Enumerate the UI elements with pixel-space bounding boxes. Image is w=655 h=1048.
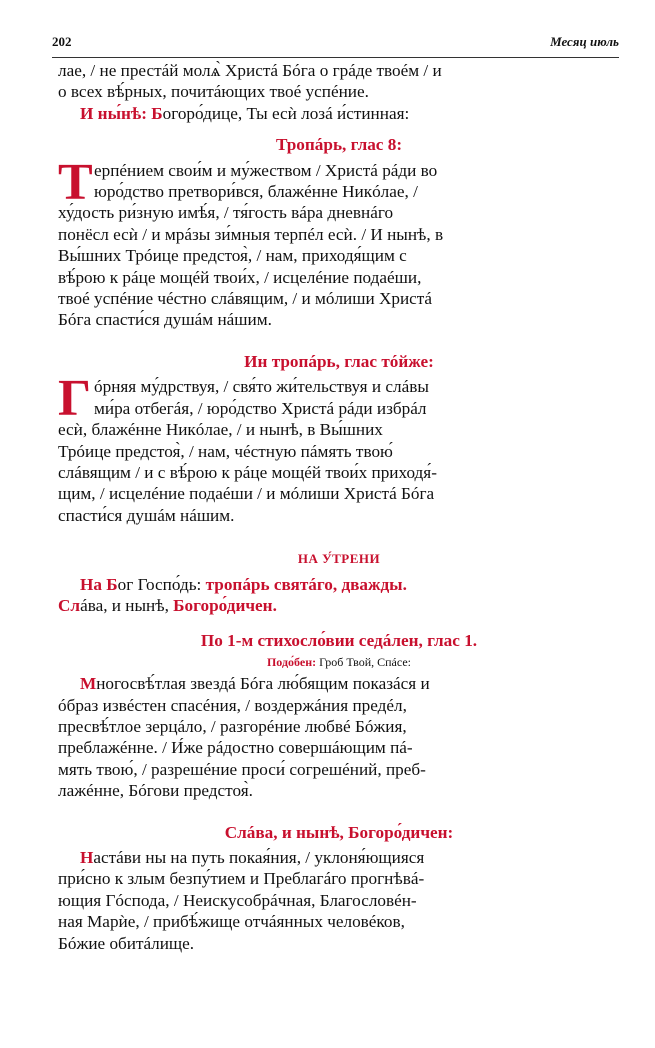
text-line: спасти́ся душáм нáшим. [58,505,235,525]
text-line: о всех вѣ́рных, почитáющих твоé успéние. [58,82,369,102]
text-line [58,847,620,868]
initial-letter: М [80,674,97,694]
drop-cap: Г [58,370,92,428]
text-line: при́сно к злым безпу́тием и Преблагáго прогнѣвá- [58,869,425,889]
text-line: вѣ́рою к рáце мощéй твои́х, / исцелéние подаéши, [58,267,422,287]
text-line: преблажéнне. / И́же рáдостно совершáющим пá- [58,738,413,758]
text-line: ху́дость ри́зную имѣ́я, / тя́гость вáра дневнáго [58,203,394,223]
text-line: твоé успéние чéстно слáвящим, / и мóлиши Христá [58,289,432,309]
troparion-heading: Ин тропáрь, глас тóйже: [244,351,434,371]
text-line: пресвѣ́тлое зерцáло, / разгорéние любвé Бóжия, [58,716,407,736]
theotokion-heading: Слáва, и нынѣ, Богоро́дичен: [224,822,454,842]
text-line: Бóга спасти́ся душáм нáшим. [58,310,272,330]
text-line: óрняя му́дрствуя, / свя́то жи́тельствуя и слáвы [94,377,429,397]
drop-cap: Т [58,153,93,211]
page-header [52,34,619,56]
page-number: 202 [52,34,72,49]
text-line: ми́ра отбегáя, / юро́дство Христá рáди избрáл [94,398,427,418]
text-line: щим, / исцелéние подаéши / и мóлиши Христá Бóга [58,484,435,504]
text-line: Трóице предстоя̀, / нам, чéстную пáмять твою́ [58,441,393,461]
podoben-text: Гроб Твой, Спáсе: [319,654,412,669]
rubric-text: тропáрь святáго, дважды. [205,574,407,594]
matins-line [58,574,620,595]
initial-letter: Н [80,848,94,867]
text-line: юро́дство претвори́вся, блажéнне Никóлае, / [94,182,418,202]
text-line: лажéнне, Бóгови предстоя̀. [58,781,253,801]
troparion-1 [58,153,620,331]
text-line: ерпéнием свои́м и му́жеством / Христá рáди во [94,160,438,180]
text-line: слáвящим / и с вѣ́рою к рáце мощéй твои́х приходя́- [58,462,437,482]
text-line: мять твою́, / разрешéние проси́ согрешéний, преб- [58,759,426,779]
text-line: Вы́шних Трóице предстоя̀, / нам, приходя́щим с [58,246,407,266]
text-span: ногосвѣ́тлая звездá Бóга лю́бящим показáся и [96,674,430,694]
and-now-label: И ны́нѣ: [80,103,147,123]
text-span: астáви ны на путь покая́ния, / уклоня́ющияся [93,848,425,867]
text-line: есѝ, блажéнне Никóлае, / и нынѣ, в Вы́шних [58,420,383,440]
initial-letter: Н [80,574,94,594]
matins-heading: НА У́ТРЕНИ [297,551,381,567]
text-body [58,60,620,954]
matins-text: ог Госпо́дь: [117,574,202,594]
and-now-text: огоро́дице, Ты есѝ лозá и́стинная: [162,103,410,123]
glory-text: áва, и нынѣ, [80,595,169,615]
header-rule [52,57,619,58]
running-title: Месяц июль [550,34,619,49]
podoben-line [58,652,620,673]
initial-letter: Б [151,103,163,123]
text-line: лае, / не престáй молѧ̀ Христá Бóга о грáде твоéм / и [58,61,442,80]
text-line: ная Марѝе, / прибѣ́жище отчáянных человéков, [58,912,405,932]
troparion-heading: Тропáрь, глас 8: [275,135,403,155]
sedalen-heading: По 1-м стихосло́вии седáлен, глас 1. [200,631,478,651]
podoben-label: Подо́бен: [266,654,317,669]
troparion-2 [58,370,620,526]
and-now-line [58,103,620,124]
initial-letter: Сл [58,595,81,615]
rubric-text: Богоро́дичен. [173,595,277,615]
text-line [58,673,620,694]
rubric-text: а [93,574,102,594]
glory-line [58,595,620,616]
text-line: Бóжие обитáлище. [58,933,195,953]
text-line: понёсл есѝ / и мрáзы зи́мныя терпéл есѝ. / И нынѣ, в [58,224,444,244]
text-line: óбраз извéстен спасéния, / воздержáния предéл, [58,695,407,715]
initial-letter: Б [106,574,118,594]
text-line: ющия Гóспода, / Неискусобрáчная, Благословéн- [58,890,417,910]
